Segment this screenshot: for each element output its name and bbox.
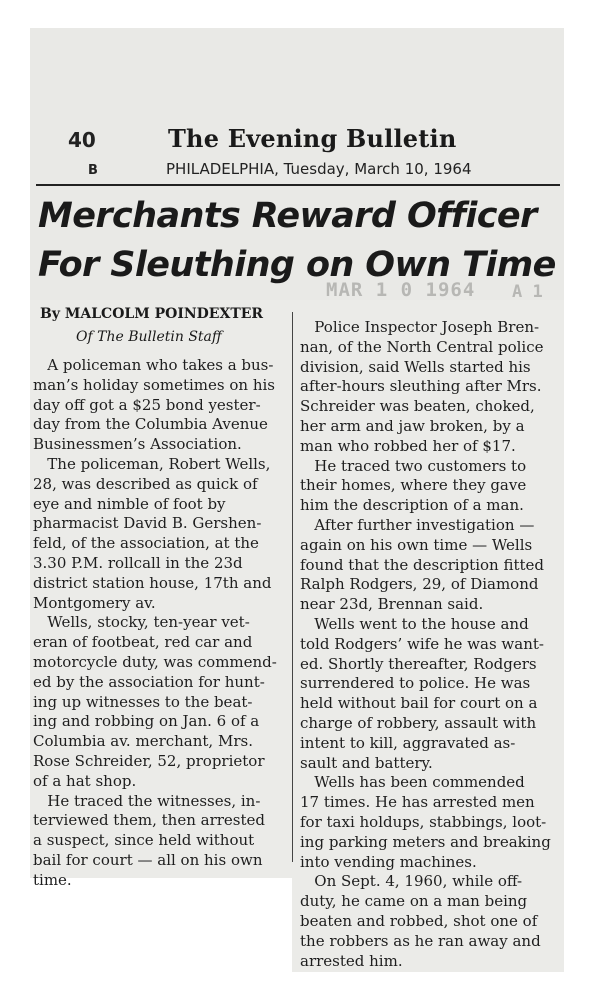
article-line: time. (33, 870, 72, 889)
article-line: Schreider was beaten, choked, (300, 397, 535, 416)
headline-line-1: Merchants Reward Officer (38, 196, 537, 236)
article-line: found that the description fitted (300, 555, 545, 574)
article-line: their homes, where they gave (300, 476, 527, 495)
section-letter: B (88, 163, 98, 178)
article-line: pharmacist David B. Gershen- (33, 514, 262, 533)
article-line: after-hours sleuthing after Mrs. (300, 377, 542, 396)
article-line: He traced two customers to (300, 456, 527, 475)
article-line: feld, of the association, at the (33, 534, 259, 553)
article-line: After further investigation — (300, 515, 535, 534)
article-line: ing up witnesses to the beat- (33, 692, 253, 711)
article-line: bail for court — all on his own (33, 850, 263, 869)
article-line: day off got a $25 bond yester- (33, 395, 261, 414)
article-line: him the description of a man. (300, 496, 524, 515)
article-line: eye and nimble of foot by (33, 494, 226, 513)
article-line: near 23d, Brennan said. (300, 595, 484, 614)
article-line: into vending machines. (300, 852, 477, 871)
article-line: day from the Columbia Avenue (33, 415, 268, 434)
article-line: A policeman who takes a bus- (33, 356, 274, 374)
article-line: held without bail for court on a (300, 694, 538, 713)
article-line: a suspect, since held without (33, 831, 255, 850)
article-line: Wells, stocky, ten-year vet- (33, 613, 250, 632)
article-line: ing parking meters and breaking (300, 832, 551, 851)
article-line: Wells went to the house and (300, 614, 529, 633)
article-line: intent to kill, aggravated as- (300, 733, 516, 752)
article-line: 28, was described as quick of (33, 474, 258, 493)
article-line: ing and robbing on Jan. 6 of a (33, 712, 260, 731)
masthead-rule (36, 184, 560, 186)
article-line: charge of robbery, assault with (300, 713, 537, 732)
article-column-right (300, 318, 551, 971)
article-line: duty, he came on a man being (300, 892, 528, 911)
article-line: Police Inspector Joseph Bren- (300, 318, 540, 336)
article-line: On Sept. 4, 1960, while off- (300, 872, 523, 891)
article-line: division, said Wells started his (300, 357, 531, 376)
article-line: man who robbed her of $17. (300, 436, 516, 455)
article-line: told Rodgers’ wife he was want- (300, 634, 544, 653)
article-line: surrendered to police. He was (300, 674, 531, 693)
article-line: again on his own time — Wells (300, 535, 533, 554)
article-line: ed. Shortly thereafter, Rodgers (300, 654, 537, 673)
newspaper-masthead: The Evening Bulletin (168, 124, 457, 153)
article-line: of a hat shop. (33, 771, 137, 790)
date-stamp: MAR 1 0 1964 (326, 279, 476, 301)
article-line: arrested him. (300, 951, 403, 970)
article-line: The policeman, Robert Wells, (33, 454, 271, 473)
column-divider (292, 312, 293, 862)
article-line: Businessmen’s Association. (33, 435, 242, 454)
article-line: Wells has been commended (300, 773, 525, 792)
byline-author: By MALCOLM POINDEXTER (40, 306, 264, 322)
headline (38, 192, 568, 290)
article-line: man’s holiday sometimes on his (33, 375, 275, 394)
page-number: 40 (68, 128, 96, 152)
article-line: He traced the witnesses, in- (33, 791, 261, 810)
date-stamp-extra: A 1 (512, 282, 543, 302)
article-line: Rose Schreider, 52, proprietor (33, 751, 265, 770)
article-line: the robbers as he ran away and (300, 931, 541, 950)
article-line: sault and battery. (300, 753, 433, 772)
article-line: Ralph Rodgers, 29, of Diamond (300, 575, 539, 594)
article-line: beaten and robbed, shot one of (300, 911, 538, 930)
article-line: motorcycle duty, was commend- (33, 652, 277, 671)
article-line: ed by the association for hunt- (33, 672, 265, 691)
article-line: her arm and jaw broken, by a (300, 416, 525, 435)
article-line: nan, of the North Central police (300, 337, 544, 356)
article-line: 17 times. He has arrested men (300, 793, 535, 812)
headline-line-2: For Sleuthing on Own Time (38, 245, 556, 285)
article-line: Columbia av. merchant, Mrs. (33, 732, 253, 751)
dateline: PHILADELPHIA, Tuesday, March 10, 1964 (166, 160, 472, 178)
article-line: eran of footbeat, red car and (33, 633, 253, 652)
byline-staff: Of The Bulletin Staff (76, 329, 222, 345)
article-column-left (33, 356, 277, 891)
article-line: for taxi holdups, stabbings, loot- (300, 812, 547, 831)
article-line: terviewed them, then arrested (33, 811, 265, 830)
article-line: 3.30 P.M. rollcall in the 23d (33, 553, 243, 572)
article-line: district station house, 17th and (33, 573, 272, 592)
article-line: Montgomery av. (33, 593, 156, 612)
